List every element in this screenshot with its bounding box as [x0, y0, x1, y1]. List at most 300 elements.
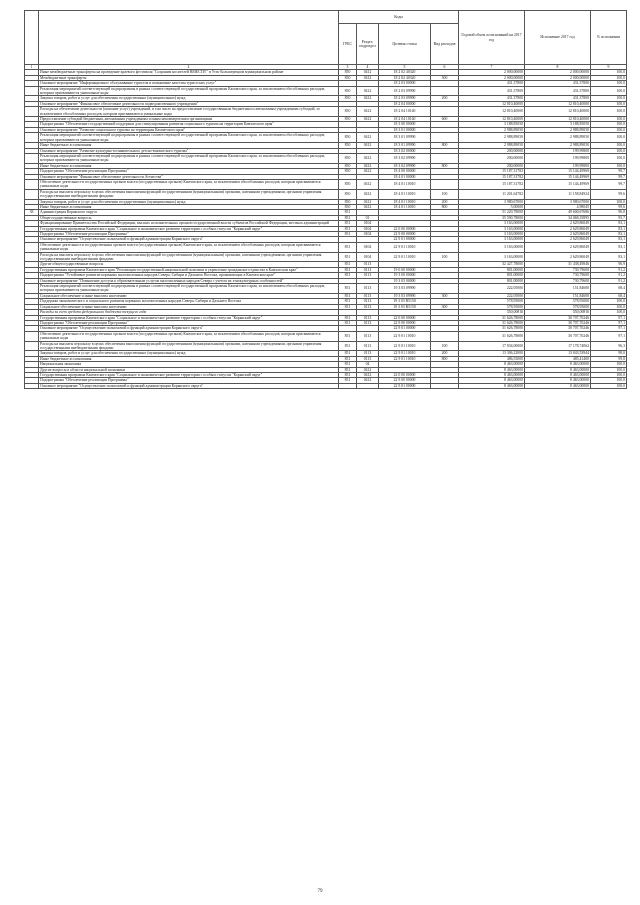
annual-volume-cell: 31 626,78000 [459, 320, 525, 325]
percent-cell: 100,0 [591, 199, 627, 204]
target-article-cell: 18 2 03 09990 [379, 86, 431, 96]
row-name-cell: Основное мероприятие "Повышение доступа к образовательным услугам малочисленных народов Севера с учетом их этнокультурных особенностей" [39, 278, 339, 283]
expense-type-cell: 800 [431, 356, 459, 361]
row-number-cell [25, 252, 39, 262]
table-row [25, 189, 627, 199]
grbs-cell: 850 [339, 133, 357, 143]
grbs-cell: 851 [339, 299, 357, 304]
percent-cell: 100,0 [591, 86, 627, 96]
percent-cell: 100,0 [591, 383, 627, 388]
target-article-cell: 18 2 03 00000 [379, 81, 431, 86]
section-cell: 0412 [357, 75, 379, 80]
row-name-cell: Обеспечение деятельности государственных органов власти (государственных органов) Камчатского края, за исключением обособленных расходов, которым присваиваются уникальные коды [39, 242, 339, 252]
grbs-cell: 851 [339, 293, 357, 298]
annual-volume-cell: 8 463,00000 [459, 372, 525, 377]
header-cell-name [39, 11, 339, 65]
target-article-cell: 22 9 01 00000 [379, 326, 431, 331]
row-name-cell: Подпрограмма "Обеспечение государственной поддержки для стимулирования развития социального туризма на территории Камчатского края" [39, 122, 339, 127]
expense-type-cell [431, 153, 459, 163]
annual-volume-cell: 35 590,78000 [459, 215, 525, 220]
percent-cell: 96,3 [591, 341, 627, 351]
row-number-cell [25, 153, 39, 163]
percent-cell: 100,0 [591, 163, 627, 168]
annual-volume-cell: 2 000,00000 [459, 70, 525, 75]
execution-cell: 30 707,70246 [525, 315, 591, 320]
target-article-cell: 22 9 01 10010 [379, 341, 431, 351]
percent-cell: 68,4 [591, 293, 627, 298]
row-number-cell [25, 107, 39, 117]
target-article-cell: 18 2 02 40320 [379, 70, 431, 75]
grbs-cell: 850 [339, 86, 357, 96]
budget-execution-table [24, 10, 627, 389]
execution-cell: 8 463,00000 [525, 367, 591, 372]
section-cell: 0113 [357, 299, 379, 304]
grbs-cell: 850 [339, 204, 357, 209]
execution-cell: 15 144,49969 [525, 174, 591, 179]
annual-volume-cell: 801,00000 [459, 278, 525, 283]
annual-volume-cell: 3 163,00000 [459, 226, 525, 231]
percent-cell: 100,0 [591, 153, 627, 163]
percent-cell: 99,7 [591, 174, 627, 179]
grbs-cell: 850 [339, 96, 357, 101]
row-name-cell: Другие общегосударственные вопросы [39, 262, 339, 267]
row-name-cell: Обеспечение деятельности государственных органов власти (государственных органов) Камчатского края, за исключением обособленных расходов, которым присваиваются уникальные коды [39, 331, 339, 341]
execution-cell: 15 144,49969 [525, 169, 591, 174]
execution-cell: 8 463,00000 [525, 378, 591, 383]
section-cell: 0113 [357, 320, 379, 325]
section-cell: 0412 [357, 199, 379, 204]
target-article-cell: 22 0 00 00000 [379, 372, 431, 377]
grbs-cell: 851 [339, 232, 357, 237]
execution-cell: 30 707,70246 [525, 326, 591, 331]
execution-cell: 8 463,00000 [525, 372, 591, 377]
grbs-cell: 851 [339, 320, 357, 325]
row-name-cell: Государственная программа Камчатского края "Социальное и экономическое развитие территории с особым статусом "Корякский округ" [39, 372, 339, 377]
table-row [25, 133, 627, 143]
grbs-cell: 851 [339, 362, 357, 367]
row-name-cell: Государственная программа Камчатского края "Реализация государственной национальной политики и укрепление гражданского единства в Камчатском крае" [39, 267, 339, 272]
annual-volume-cell: 200,00000 [459, 148, 525, 153]
row-name-cell: Основное мероприятие "Осуществление полномочий и функций администрации Корякского округа" [39, 383, 339, 388]
grbs-cell: 851 [339, 267, 357, 272]
table-row [25, 153, 627, 163]
execution-cell: 2 629,86049 [525, 237, 591, 242]
section-cell: 0104 [357, 252, 379, 262]
target-article-cell: 22 0 00 00000 [379, 315, 431, 320]
execution-cell: 578,95000 [525, 304, 591, 309]
target-article-cell: 22 9 01 10010 [379, 242, 431, 252]
grbs-cell: 850 [339, 143, 357, 148]
execution-cell: 578,95000 [525, 299, 591, 304]
execution-cell: 151,84600 [525, 284, 591, 294]
annual-volume-cell: 2 000,00000 [459, 75, 525, 80]
annual-volume-cell: 31 626,78000 [459, 326, 525, 331]
annual-volume-cell: 2 988,89050 [459, 127, 525, 132]
annual-volume-cell: 8 463,00000 [459, 362, 525, 367]
grbs-cell: 851 [339, 242, 357, 252]
annual-volume-cell: 2 988,89050 [459, 133, 525, 143]
execution-cell: 31 438,49846 [525, 262, 591, 267]
row-name-cell: Иные бюджетные ассигнования [39, 204, 339, 209]
annual-volume-cell: 3 163,00000 [459, 252, 525, 262]
percent-cell: 99,6 [591, 204, 627, 209]
execution-cell: 13 043,53944 [525, 351, 591, 356]
row-name-cell: Реализация мероприятий соответствующей подпрограммы в рамках соответствующей государственной программы Камчатского края, за исключением обособленных расходов, которым присваиваются уникальные коды [39, 153, 339, 163]
target-article-cell: 18 2 04 10140 [379, 107, 431, 117]
expense-type-cell: 300 [431, 293, 459, 298]
annual-volume-cell: 11 201,64782 [459, 189, 525, 199]
target-article-cell: 22 9 01 10010 [379, 351, 431, 356]
percent-cell: 97,1 [591, 320, 627, 325]
row-name-cell: Общегосударственные вопросы [39, 215, 339, 220]
grbs-cell: 851 [339, 215, 357, 220]
section-cell: 04 [357, 362, 379, 367]
percent-cell: 100,0 [591, 81, 627, 86]
percent-cell: 99,8 [591, 356, 627, 361]
row-name-cell: Иные межбюджетные трансферты на проведение краевого фестиваля "Сохраним носителей ВМЕСТЕ!" в Усть-Большерецком муниципальном районе [39, 70, 339, 75]
row-number-cell [25, 189, 39, 199]
col-number: 5 [379, 65, 431, 70]
row-number-cell [25, 242, 39, 252]
header-grbs: ГРБС [339, 24, 357, 65]
section-cell: 0412 [357, 163, 379, 168]
section-cell: 0412 [357, 189, 379, 199]
annual-volume-cell: 12 810,40000 [459, 117, 525, 122]
expense-type-cell: 800 [431, 204, 459, 209]
table-row [25, 331, 627, 341]
row-number-cell [25, 86, 39, 96]
annual-volume-cell: 5,00000 [459, 204, 525, 209]
section-cell: 0412 [357, 96, 379, 101]
execution-cell: 730,79600 [525, 278, 591, 283]
percent-cell: 100,0 [591, 127, 627, 132]
target-article-cell: 19 3 03 R5150 [379, 304, 431, 309]
annual-volume-cell: 801,00000 [459, 273, 525, 278]
table-body [25, 11, 627, 389]
row-name-cell: Расходы на выплаты персоналу в целях обеспечения выполнения функций государственными (муниципальными) органами, казенными учреждениями, органами управления государственными внебюджетными фондами [39, 252, 339, 262]
annual-volume-cell: 8 463,00000 [459, 367, 525, 372]
expense-type-cell: 100 [431, 189, 459, 199]
grbs-cell: 851 [339, 331, 357, 341]
row-number-cell [25, 179, 39, 189]
percent-cell: 100,0 [591, 107, 627, 117]
execution-cell: 3 188,85050 [525, 122, 591, 127]
annual-volume-cell: 8 463,00000 [459, 383, 525, 388]
annual-volume-cell: 12 810,40000 [459, 107, 525, 117]
percent-cell: 100,0 [591, 372, 627, 377]
annual-volume-cell: 200,00000 [459, 153, 525, 163]
header-annual-volume: Годовой объем ассигнований на 2017 год [459, 11, 525, 65]
section-cell: 0113 [357, 284, 379, 294]
section-cell: 0412 [357, 117, 379, 122]
percent-cell: 100,0 [591, 310, 627, 315]
percent-cell: 100,0 [591, 148, 627, 153]
target-article-cell: 22 9 01 10010 [379, 252, 431, 262]
target-article-cell: 18 3 01 00000 [379, 127, 431, 132]
annual-volume-cell: 222,05000 [459, 284, 525, 294]
row-name-cell: Поддержка экономического и социального развития коренных малочисленных народов Севера, Сибири и Дальнего Востока [39, 299, 339, 304]
row-name-cell: Национальная экономика [39, 362, 339, 367]
grbs-cell: 850 [339, 117, 357, 122]
header-execution: Исполнение 2017 год [525, 11, 591, 65]
expense-type-cell [431, 133, 459, 143]
row-name-cell: Расходы на выплаты персоналу в целях обеспечения выполнения функций государственными (муниципальными) органами, казенными учреждениями, органами управления государственными внебюджетными фондами [39, 189, 339, 199]
execution-cell: 2 629,86049 [525, 232, 591, 237]
percent-cell: 91,2 [591, 278, 627, 283]
expense-type-cell [431, 242, 459, 252]
execution-cell: 3 980,67000 [525, 199, 591, 204]
execution-cell: 12 810,40000 [525, 101, 591, 106]
section-cell: 0412 [357, 367, 379, 372]
annual-volume-cell: 222,05000 [459, 293, 525, 298]
row-name-cell: Основное мероприятие "Развитие социального туризма на территории Камчатского края" [39, 127, 339, 132]
annual-volume-cell: 3 163,00000 [459, 237, 525, 242]
expense-type-cell: 600 [431, 117, 459, 122]
row-name-cell: Подпрограмма "Обеспечение реализации Программы" [39, 378, 339, 383]
percent-cell: 97,1 [591, 315, 627, 320]
row-name-cell: Основное мероприятие "Развитие культурно-познавательного детско-юношеского туризма" [39, 148, 339, 153]
percent-cell: 96,8 [591, 210, 627, 215]
execution-cell: 12 810,40000 [525, 107, 591, 117]
target-article-cell: 18 3 00 00000 [379, 122, 431, 127]
expense-type-cell [431, 284, 459, 294]
execution-cell: 2 000,00000 [525, 75, 591, 80]
grbs-cell: 851 [339, 341, 357, 351]
table-row [25, 383, 627, 388]
row-name-cell: Подпрограмма "Обеспечение реализации Программы" [39, 169, 339, 174]
execution-cell: 2 000,00000 [525, 70, 591, 75]
target-article-cell: 19 3 03 00000 [379, 278, 431, 283]
percent-cell: 91,2 [591, 267, 627, 272]
col-number: 9 [591, 65, 627, 70]
section-cell: 0113 [357, 351, 379, 356]
row-name-cell: Основное мероприятие "Финансовое обеспечение деятельности Агентства" [39, 174, 339, 179]
execution-cell: 15 144,49969 [525, 179, 591, 189]
row-name-cell: Основное мероприятие "Информационное обслуживание туристов и повышение качества туристских услуг" [39, 81, 339, 86]
row-name-cell: Обеспечение деятельности государственных органов власти (государственных органов) Камчатского края, за исключением обособленных расходов, которым присваиваются уникальные коды [39, 179, 339, 189]
row-name-cell: Реализация мероприятий соответствующей подпрограммы в рамках соответствующей государственной программы Камчатского края, за исключением обособленных расходов, которым присваиваются уникальные коды [39, 86, 339, 96]
expense-type-cell: 100 [431, 252, 459, 262]
target-article-cell: 18 3 02 09990 [379, 163, 431, 168]
section-cell: 0104 [357, 226, 379, 231]
header-row-top [25, 11, 627, 24]
execution-cell: 151,84600 [525, 293, 591, 298]
grbs-cell: 851 [339, 356, 357, 361]
annual-volume-cell: 578,95000 [459, 299, 525, 304]
section-cell: 0412 [357, 372, 379, 377]
section-cell: 0412 [357, 378, 379, 383]
section-cell: 0412 [357, 86, 379, 96]
annual-volume-cell: 15 187,31782 [459, 169, 525, 174]
execution-cell: 485,41400 [525, 356, 591, 361]
annual-volume-cell: 3 163,00000 [459, 242, 525, 252]
target-article-cell: 22 9 00 00000 [379, 232, 431, 237]
target-article-cell: 18 4 00 00000 [379, 169, 431, 174]
grbs-cell: 851 [339, 273, 357, 278]
section-cell: 0412 [357, 169, 379, 174]
grbs-cell: 850 [339, 75, 357, 80]
row-number-cell [25, 383, 39, 388]
execution-cell: 199,99800 [525, 148, 591, 153]
target-article-cell: 18 3 02 00000 [379, 148, 431, 153]
percent-cell: 100,0 [591, 143, 627, 148]
annual-volume-cell: 431,37800 [459, 81, 525, 86]
section-cell: 0412 [357, 70, 379, 75]
target-article-cell: 18 4 01 10010 [379, 199, 431, 204]
grbs-cell: 850 [339, 189, 357, 199]
report-sheet [24, 10, 626, 389]
execution-cell: 8 463,00000 [525, 362, 591, 367]
section-cell: 0412 [357, 107, 379, 117]
section-cell: 01 [357, 215, 379, 220]
row-name-cell: Закупка товаров, работ и услуг для обеспечения государственных (муниципальных) нужд [39, 96, 339, 101]
section-cell [357, 383, 379, 388]
target-article-cell: 18 2 04 00000 [379, 101, 431, 106]
annual-volume-cell: 31 626,78000 [459, 331, 525, 341]
row-name-cell: Реализация мероприятий соответствующей подпрограммы в рамках соответствующей государственной программы Камчатского края, за исключением обособленных расходов, которым присваиваются уникальные коды [39, 284, 339, 294]
row-name-cell: Функционирование Правительства Российской Федерации, высших исполнительных органов государственной власти субъектов Российской Федерации, местных администраций [39, 221, 339, 226]
target-article-cell: 19 3 03 R5150 [379, 299, 431, 304]
target-article-cell: 18 4 01 10010 [379, 204, 431, 209]
percent-cell: 100,0 [591, 304, 627, 309]
annual-volume-cell: 15 187,31782 [459, 179, 525, 189]
grbs-cell: 851 [339, 262, 357, 267]
percent-cell: 100,0 [591, 133, 627, 143]
section-cell: 0412 [357, 179, 379, 189]
target-article-cell: 18 4 01 10010 [379, 189, 431, 199]
percent-cell: 100,0 [591, 362, 627, 367]
execution-cell: 2 629,86049 [525, 252, 591, 262]
expense-type-cell: 200 [431, 96, 459, 101]
grbs-cell: 850 [339, 169, 357, 174]
annual-volume-cell: 17 834,00000 [459, 341, 525, 351]
target-article-cell: 18 3 01 09990 [379, 143, 431, 148]
execution-cell: 11 158,84924 [525, 189, 591, 199]
expense-type-cell [431, 331, 459, 341]
target-article-cell: 19 0 00 00000 [379, 267, 431, 272]
execution-cell: 30 707,70246 [525, 331, 591, 341]
section-cell: 0113 [357, 273, 379, 278]
execution-cell: 34 068,35895 [525, 215, 591, 220]
section-cell: 0104 [357, 242, 379, 252]
target-article-cell: 22 9 01 00000 [379, 383, 431, 388]
percent-cell: 98,0 [591, 351, 627, 356]
target-article-cell: 22 9 01 10010 [379, 356, 431, 361]
annual-volume-cell: 486,55000 [459, 356, 525, 361]
table-row [25, 179, 627, 189]
grbs-cell: 851 [339, 284, 357, 294]
row-name-cell: Межбюджетные трансферты [39, 75, 339, 80]
col-number: 7 [459, 65, 525, 70]
grbs-cell: 850 [339, 107, 357, 117]
target-article-cell: 19 3 03 09990 [379, 284, 431, 294]
grbs-cell: 851 [339, 210, 357, 215]
target-article-cell: 18 2 04 10140 [379, 117, 431, 122]
row-name-cell: Иные бюджетные ассигнования [39, 356, 339, 361]
execution-cell: 8 463,00000 [525, 383, 591, 388]
target-article-cell: 22 0 00 00000 [379, 226, 431, 231]
target-article-cell: 22 9 00 00000 [379, 320, 431, 325]
annual-volume-cell: 3 980,67000 [459, 199, 525, 204]
execution-cell: 199,99800 [525, 163, 591, 168]
annual-volume-cell: 431,37800 [459, 96, 525, 101]
col-number: 3 [339, 65, 357, 70]
target-article-cell: 22 9 01 10010 [379, 331, 431, 341]
page-number: 79 [317, 889, 323, 894]
expense-type-cell: 200 [431, 351, 459, 356]
row-name-cell: Закупка товаров, работ и услуг для обеспечения государственных (муниципальных) нужд [39, 351, 339, 356]
grbs-cell: 851 [339, 226, 357, 231]
grbs-cell: 850 [339, 179, 357, 189]
percent-cell: 100,0 [591, 96, 627, 101]
section-cell: 0412 [357, 143, 379, 148]
execution-cell: 199,99800 [525, 153, 591, 163]
execution-cell: 2 629,86049 [525, 221, 591, 226]
execution-cell: 2 988,89050 [525, 143, 591, 148]
section-cell: 0113 [357, 293, 379, 298]
expense-type-cell: 200 [431, 199, 459, 204]
header-percent: % исполнения [591, 11, 627, 65]
execution-cell: 4,98045 [525, 204, 591, 209]
grbs-cell: 850 [339, 153, 357, 163]
percent-cell: 83,1 [591, 252, 627, 262]
header-target: Целевая статья [379, 24, 431, 65]
percent-cell: 83,1 [591, 226, 627, 231]
expense-type-cell: 500 [431, 75, 459, 80]
target-article-cell: 19 3 00 00000 [379, 273, 431, 278]
row-name-cell: Государственная программа Камчатского края "Социальное и экономическое развитие территории с особым статусом "Корякский округ" [39, 315, 339, 320]
annual-volume-cell: 3 163,00000 [459, 232, 525, 237]
grbs-cell: 851 [339, 367, 357, 372]
expense-type-cell [431, 86, 459, 96]
percent-cell: 99,7 [591, 179, 627, 189]
percent-cell: 100,0 [591, 378, 627, 383]
percent-cell: 83,1 [591, 232, 627, 237]
execution-cell: 2 629,86049 [525, 242, 591, 252]
row-name-cell: Расходы за счет средств федерального бюджета текущего года [39, 310, 339, 315]
target-article-cell: 22 9 01 00000 [379, 237, 431, 242]
grbs-cell: 850 [339, 163, 357, 168]
expense-type-cell: 100 [431, 341, 459, 351]
row-name-cell: Закупка товаров, работ и услуг для обеспечения государственных (муниципальных) нужд [39, 199, 339, 204]
execution-cell: 2 988,89050 [525, 133, 591, 143]
target-article-cell: 22 9 00 00000 [379, 378, 431, 383]
section-cell: 0412 [357, 133, 379, 143]
expense-type-cell: 800 [431, 163, 459, 168]
row-name-cell: Предоставление субсидий бюджетным, автономным учреждениям и иным некоммерческим организациям [39, 117, 339, 122]
table-row [25, 341, 627, 351]
percent-cell: 100,0 [591, 75, 627, 80]
annual-volume-cell: 51 220,78000 [459, 210, 525, 215]
row-name-cell: Основное мероприятие "Осуществление полномочий и функций администрации Корякского округа" [39, 326, 339, 331]
grbs-cell: 851 [339, 378, 357, 383]
table-row [25, 242, 627, 252]
percent-cell: 100,0 [591, 122, 627, 127]
expense-type-cell: 800 [431, 143, 459, 148]
execution-cell: 431,37800 [525, 96, 591, 101]
header-codes: Коды [339, 11, 459, 24]
col-number: 4 [357, 65, 379, 70]
expense-type-cell [431, 107, 459, 117]
row-number-cell [25, 331, 39, 341]
target-article-cell: 18 2 02 40320 [379, 75, 431, 80]
execution-cell: 730,79600 [525, 267, 591, 272]
table-row [25, 252, 627, 262]
row-name-cell: Основное мероприятие "Осуществление полномочий и функций администрации Корякского округа" [39, 237, 339, 242]
annual-volume-cell: 431,37800 [459, 86, 525, 96]
section-cell: 0113 [357, 304, 379, 309]
grbs-cell: 851 [339, 372, 357, 377]
